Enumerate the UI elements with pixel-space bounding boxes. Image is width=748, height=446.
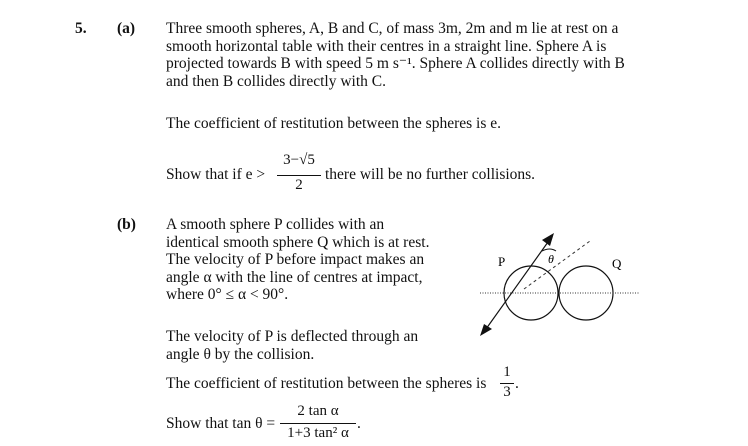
label-theta: θ <box>548 252 554 266</box>
part-a-restitution: The coefficient of restitution between the spheres is e. <box>166 115 501 132</box>
part-b-restitution-den: 3 <box>503 384 511 400</box>
part-b-restitution-prefix: The coefficient of restitution between the spheres is <box>166 375 487 392</box>
part-a-line-3: projected towards B with speed 5 m s⁻¹. Sphere A collides directly with B <box>166 55 625 73</box>
part-b-restitution-fraction <box>500 364 514 404</box>
label-q: Q <box>612 256 622 271</box>
part-a-fraction <box>277 152 321 198</box>
part-a-frac-bar <box>277 175 321 176</box>
part-a-paragraph <box>166 20 666 90</box>
part-a-show-prefix: Show that if e > <box>166 166 266 183</box>
part-b-label: (b) <box>117 216 136 233</box>
part-b-show-prefix: Show that tan θ = <box>166 415 276 432</box>
part-b-line-2: identical smooth sphere Q which is at rest. <box>166 233 430 251</box>
part-b-show-bar <box>280 423 356 424</box>
part-a-show-suffix: there will be no further collisions. <box>325 166 536 183</box>
part-a-line-4: and then B collides directly with C. <box>166 72 386 90</box>
collision-diagram <box>470 225 645 340</box>
part-b-line-4: angle α with the line of centres at impact, <box>166 268 423 286</box>
part-b-restitution-num: 1 <box>503 364 511 380</box>
deflected-path <box>524 241 590 289</box>
part-a-frac-numerator: 3−√5 <box>283 152 315 168</box>
part-b-line-5: where 0° ≤ α < 90°. <box>166 286 289 304</box>
part-b-line-1: A smooth sphere P collides with an <box>166 216 385 233</box>
part-a-line-1: Three smooth spheres, A, B and C, of mass 3m, 2m and m lie at rest on a <box>166 20 619 37</box>
part-b-deflect-line-1: The velocity of P is deflected through an <box>166 328 419 345</box>
question-number: 5. <box>75 20 87 37</box>
label-p: P <box>498 254 506 269</box>
part-b-show-end: . <box>357 415 361 432</box>
part-a-frac-denominator: 2 <box>295 177 303 193</box>
part-b-restitution-end: . <box>515 375 519 392</box>
part-b-deflect-line-2: angle θ by the collision. <box>166 345 315 363</box>
theta-arc <box>542 249 556 251</box>
part-b-show-fraction <box>280 403 356 445</box>
arrowhead-lower <box>480 324 492 336</box>
part-b-line-3: The velocity of P before impact makes an <box>166 251 425 269</box>
part-b-show-num: 2 tan α <box>297 403 339 419</box>
arrowhead-upper <box>542 233 554 246</box>
part-a-label: (a) <box>117 20 136 37</box>
part-b-deflect-paragraph <box>166 328 466 363</box>
part-b-show-den: 1+3 tan² α <box>287 425 349 441</box>
part-a-line-2: smooth horizontal table with their centres in a straight line. Sphere A is <box>166 37 607 55</box>
part-b-paragraph <box>166 216 466 304</box>
